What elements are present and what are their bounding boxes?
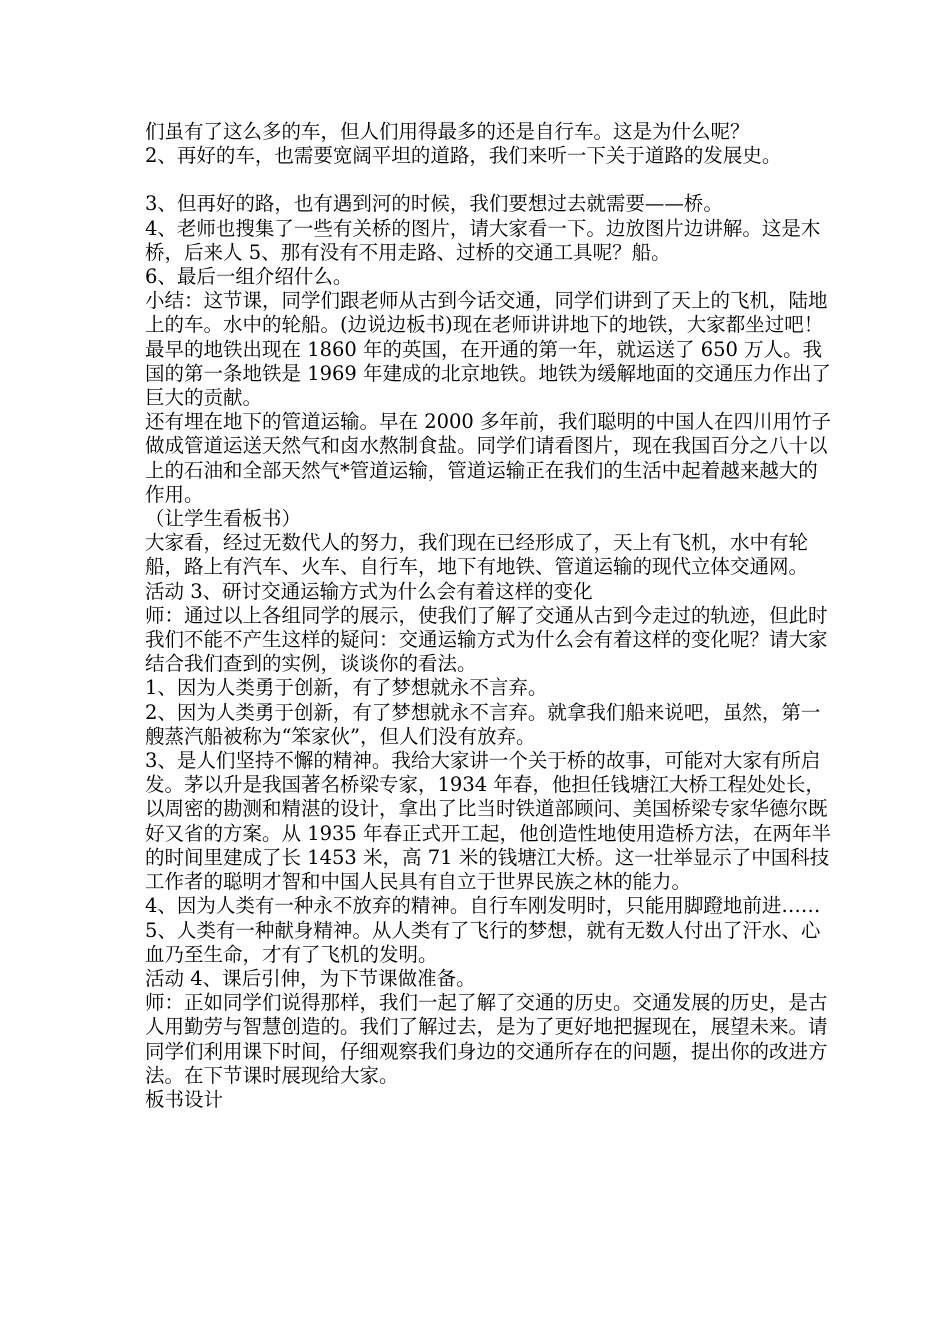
paragraph-pipeline: 还有埋在地下的管道运输。早在 2000 多年前，我们聪明的中国人在四川用竹子做成管道运送天然气和卤水熬制食盐。同学们请看图片，现在我国百分之八十以上的石油和全部天然气*管道运输，管道运输正在我们的生活中起着越来越大的作用。	[145, 410, 832, 506]
paragraph-teacher-question: 师：通过以上各组同学的展示，使我们了解了交通从古到今走过的轨迹，但此时我们不能不产生这样的疑问：交通运输方式为什么会有着这样的变化呢？请大家结合我们查到的实例，谈谈你的看法。	[145, 603, 828, 676]
paragraph-teacher-closing: 师：正如同学们说得那样，我们一起了解了交通的历史。交通发展的历史，是古人用勤劳与智慧创造的。我们了解过去，是为了更好地把握现在，展望未来。请同学们利用课下时间，仔细观察我们身边的交通所存在的问题，提出你的改进方法。在下节课时展现给大家。	[145, 991, 828, 1087]
list-item-2: 2、因为人类勇于创新，有了梦想就永不言弃。就拿我们船来说吧，虽然，第一艘蒸汽船被称为“笨家伙”，但人们没有放弃。	[145, 700, 821, 748]
paragraph-last-group: 6、最后一组介绍什么。	[145, 265, 353, 289]
paragraph-bridge-pictures: 4、老师也搜集了一些有关桥的图片，请大家看一下。边放图片边讲解。这是木桥，后来人 5、那有没有不用走路、过桥的交通工具呢？船。	[145, 216, 821, 264]
document-page	[145, 120, 835, 1112]
paragraph-intro-bicycle: 们虽有了这么多的车，但人们用得最多的还是自行车。这是为什么呢？	[145, 120, 750, 143]
heading-activity-3: 活动 3、研讨交通运输方式为什么会有着这样的变化	[145, 579, 593, 603]
list-item-3: 3、是人们坚持不懈的精神。我给大家讲一个关于桥的故事，可能对大家有所启发。茅以升是我国著名桥梁专家，1934 年春，他担任钱塘江大桥工程处处长，以周密的勘测和精湛的设计，拿出了比当时铁道部顾问、美国桥梁专家华德尔既好又省的方案。从 1935 年春正式开工起，他创造性地使用造桥方法，在两年半的时间里建成了长 1453 米，高 71 米的钱塘江大桥。这一壮举显示了中国科技工作者的聪明才智和中国人民具有自立于世界民族之林的能力。	[145, 749, 832, 894]
list-item-5: 5、人类有一种献身精神。从人类有了飞行的梦想，就有无数人付出了汗水、心血乃至生命，才有了飞机的发明。	[145, 918, 821, 966]
heading-activity-4: 活动 4、课后引伸，为下节课做准备。	[145, 966, 476, 990]
list-item-1: 1、因为人类勇于创新，有了梦想就永不言弃。	[145, 676, 548, 700]
list-item-4: 4、因为人类有一种永不放弃的精神。自行车刚发明时，只能用脚蹬地前进……	[145, 894, 821, 918]
paragraph-summary-subway: 小结：这节课，同学们跟老师从古到今话交通，同学们讲到了天上的飞机，陆地上的车。水中的轮船。(边说边板书)现在老师讲讲地下的地铁，大家都坐过吧！最早的地铁出现在 1860 年的英国，在开通的第一年，就运送了 650 万人。我国的第一条地铁是 1969 年建成的北京地铁。地铁为缓解地面的交通压力作出了巨大的贡献。	[145, 289, 832, 410]
paragraph-blackboard-note: （让学生看板书）	[145, 507, 302, 531]
paragraph-roads: 2、再好的车，也需要宽阔平坦的道路，我们来听一下关于道路的发展史。	[145, 144, 782, 168]
heading-board-design: 板书设计	[145, 1087, 224, 1111]
paragraph-bridge: 3、但再好的路，也有遇到河的时候，我们要想过去就需要——桥。	[145, 192, 723, 216]
blank-line	[145, 168, 835, 192]
paragraph-transport-network: 大家看，经过无数代人的努力，我们现在已经形成了，天上有飞机，水中有轮船，路上有汽车、火车、自行车，地下有地铁、管道运输的现代立体交通网。	[145, 531, 809, 579]
